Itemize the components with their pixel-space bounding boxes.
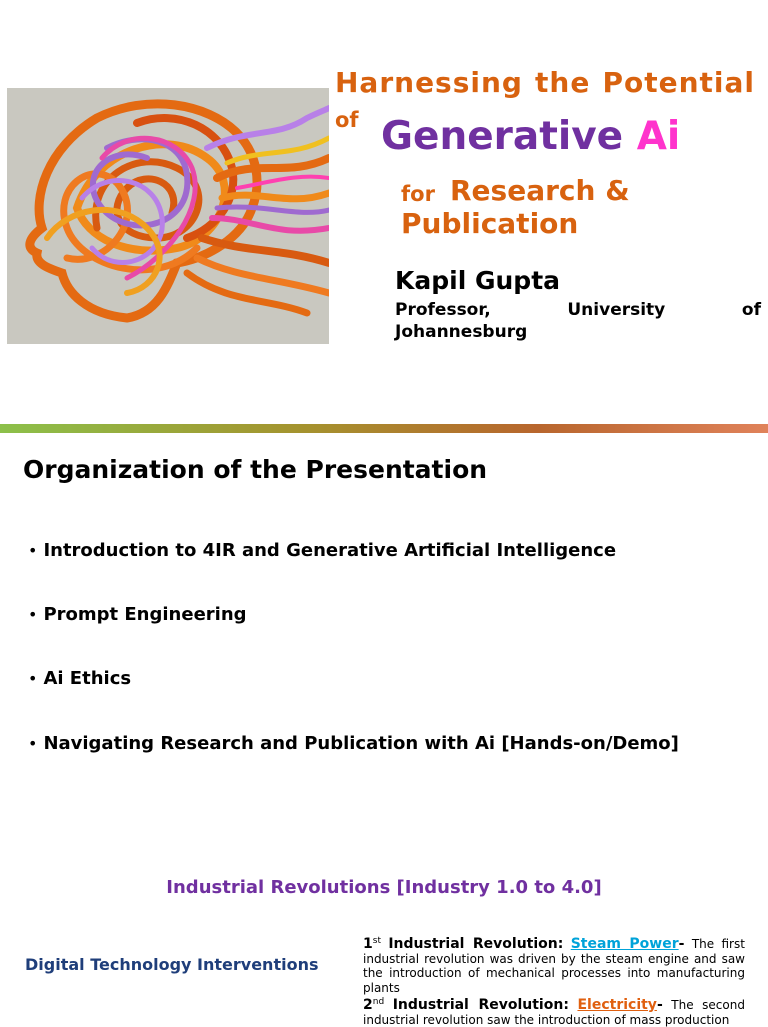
affiliation-word: Professor, — [395, 300, 491, 320]
outline-bullet — [28, 733, 679, 754]
revolution-ordinal: 1 — [363, 936, 373, 952]
affiliation-word: University — [567, 300, 666, 320]
title-line-1 — [335, 66, 755, 99]
revolution-entry-1: 1st Industrial Revolution: Steam Power- The first industrial revolution was driven by the steam engine and saw the introduction of mechanical processes into manufacturing plants — [363, 936, 745, 995]
tangled-head-illustration-icon — [7, 88, 329, 344]
title-of: of — [335, 108, 359, 132]
bullet-text: Introduction to 4IR and Generative Artificial Intelligence — [43, 540, 617, 561]
bullet-dot-icon: • — [28, 734, 38, 753]
title-word-the: the — [535, 66, 591, 99]
industrial-revolutions-slide — [0, 853, 768, 1027]
title-research: Research & — [450, 174, 630, 207]
affiliation-line-1 — [395, 300, 761, 320]
title-ai: Ai — [636, 114, 681, 159]
outline-bullet — [28, 604, 247, 625]
outline-title: Organization of the Presentation — [23, 455, 488, 484]
outline-slide — [0, 433, 768, 853]
bullet-dot-icon: • — [28, 605, 38, 624]
affiliation-word: of — [741, 300, 761, 320]
bullet-dot-icon: • — [28, 541, 38, 560]
affiliation-line-2: Johannesburg — [395, 322, 528, 342]
bullet-text: Ai Ethics — [43, 668, 132, 689]
bullet-text: Prompt Engineering — [43, 604, 247, 625]
revolution-text: The first industrial revolution was driven by the steam engine and saw the introduction of mechanical processes into manufacturing plants — [363, 937, 745, 995]
revolution-ordinal: 2 — [363, 997, 373, 1013]
bullet-dot-icon: • — [28, 669, 38, 688]
steam-power-link[interactable]: Steam Power — [570, 936, 679, 952]
revolution-entry-2: 2nd Industrial Revolution: Electricity- The second industrial revolution saw the introduction of mass production — [363, 997, 745, 1027]
gradient-divider — [0, 424, 768, 433]
title-generative: Generative — [381, 114, 624, 159]
title-generative-ai — [381, 114, 680, 159]
digital-technology-label: Digital Technology Interventions — [25, 955, 319, 974]
revolution-heading: Industrial Revolution: — [388, 936, 564, 952]
title-word-harnessing: Harnessing — [335, 66, 523, 99]
title-word-potential: Potential — [602, 66, 755, 99]
revolution-suffix: nd — [372, 997, 385, 1007]
revolution-heading: Industrial Revolution: — [392, 997, 569, 1013]
revolution-suffix: st — [372, 936, 381, 946]
title-for: for — [401, 182, 435, 206]
industrial-revolutions-title: Industrial Revolutions [Industry 1.0 to 4.0] — [166, 877, 602, 898]
title-slide — [0, 0, 768, 424]
bullet-text: Navigating Research and Publication with Ai [Hands-on/Demo] — [43, 733, 679, 754]
electricity-link[interactable]: Electricity — [577, 997, 657, 1013]
author-name: Kapil Gupta — [395, 266, 561, 295]
revolution-text: The second industrial revolution saw the introduction of mass production — [363, 998, 745, 1027]
title-publication: Publication — [401, 207, 579, 240]
outline-bullet — [28, 540, 616, 561]
outline-bullet — [28, 668, 131, 689]
